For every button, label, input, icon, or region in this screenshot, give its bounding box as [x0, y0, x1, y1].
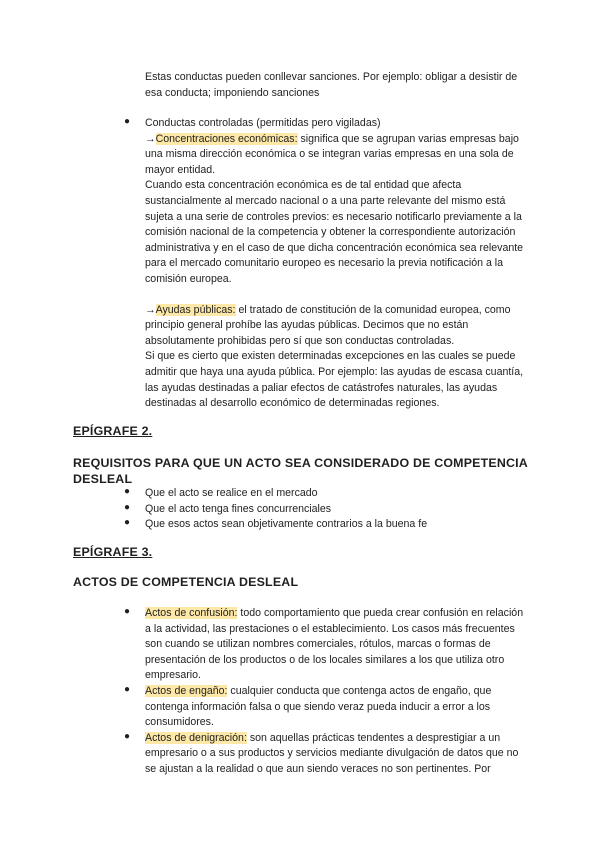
list-item [124, 730, 526, 778]
epigrafe-3-title: ACTOS DE COMPETENCIA DESLEAL [73, 575, 299, 589]
arrow-glyph-2: → [145, 303, 156, 316]
list-item [124, 683, 526, 731]
ayudas-text: el tratado de constitución de la comunidad europea, como principio general prohíbe las ayudas públicas. Decimos que no están absolutamente prohibidas pero sí que son conductas controladas. [145, 303, 511, 347]
concentraciones-paragraph [145, 132, 529, 179]
bullet-marker: ● [124, 606, 131, 617]
list-item-text [145, 684, 526, 731]
list-item-text: Que el acto tenga fines concurrenciales [145, 502, 332, 515]
bullet-marker: ● [124, 486, 131, 497]
ayudas-label: Ayudas públicas: [155, 303, 236, 316]
bullet-marker: ● [124, 730, 131, 742]
epigrafe-2-section [73, 424, 533, 487]
list-item [124, 517, 525, 533]
concentraciones-paragraph-2: Cuando esta concentración económica es de tal entidad que afecta sustancialmente al mercado nacional o a una parte relevante del mismo está sujeta a una serie de controles previos: es necesario notificarlo previamente a la comisión nacional de la competencia y obtener la correspondiente autorización administrativa y en el caso de que dicha concentración económica sea relevante para el mercado comunitario europeo es necesario la previa notificación a la comisión europea. [145, 179, 524, 285]
engano-text: cualquier conducta que contenga actos de engaño, que contenga información falsa o que siendo veraz pueda inducir a error a los consumidores. [145, 684, 492, 729]
arrow-glyph: → [145, 132, 156, 145]
concentraciones-text: significa que se agrupan varias empresas bajo una misma dirección económica o se integran varias empresas en una sola de mayor entidad. [145, 132, 519, 176]
list-item-text: Que esos actos sean objetivamente contrarios a la buena fe [145, 518, 428, 531]
confusion-text: todo comportamiento que pueda crear confusión en relación a la actividad, las prestaciones o el establecimiento. Los casos más frecuentes son cuando se utilizan nombres comerciales, rótulos, marcas o formas de presentación de los productos o de los locales similares a los que utiliza otro empresario. [145, 607, 524, 682]
denigracion-text: son aquellas prácticas tendentes a desprestigiar a un empresario o a sus productos y servicios mediante divulgación de datos que no se ajustan a la realidad o que aun siendo veraces no son pertinentes. Por [145, 731, 519, 775]
controladas-title: Conductas controladas (permitidas pero vigiladas) [145, 117, 381, 129]
bullet-marker: ● [124, 501, 131, 513]
epigrafe-2-list [124, 486, 525, 533]
bullet-marker: ● [124, 116, 131, 127]
list-item-text [145, 731, 526, 778]
bullet-marker: ● [124, 683, 131, 695]
epigrafe-3-label: EPÍGRAFE 3. [73, 545, 153, 559]
denigracion-label: Actos de denigración: [145, 731, 247, 744]
ayudas-paragraph [145, 303, 529, 350]
list-item-text [145, 606, 526, 684]
confusion-label: Actos de confusión: [145, 607, 238, 619]
intro-text: Estas conductas pueden conllevar sanciones. Por ejemplo: obligar a desistir de esa conducta; imponiendo sanciones [145, 71, 518, 99]
bullet-marker: ● [124, 517, 131, 529]
intro-paragraph [145, 70, 530, 101]
ayudas-paragraph-2: Si que es cierto que existen determinadas excepciones en las cuales se puede admitir que haya una ayuda pública. Por ejemplo: las ayudas de escasa cuantía, las ayudas destinadas a paliar efectos de catástrofes naturales, las ayudas destinadas al desarrollo económico de determinadas regiones. [145, 350, 524, 410]
concentraciones-label: Concentraciones económicas: [155, 132, 298, 145]
controladas-section [124, 116, 529, 412]
list-item [124, 606, 526, 684]
engano-label: Actos de engaño: [145, 684, 228, 697]
controladas-bullet-item [124, 116, 529, 132]
epigrafe-3-section [73, 545, 533, 589]
epigrafe-2-label: EPÍGRAFE 2. [73, 424, 153, 438]
list-item-text: Que el acto se realice en el mercado [145, 487, 318, 499]
epigrafe-2-title: REQUISITOS PARA QUE UN ACTO SEA CONSIDERADO DE COMPETENCIA DESLEAL [73, 456, 528, 486]
epigrafe-3-list [124, 606, 526, 778]
list-item [124, 486, 525, 502]
list-item [124, 501, 525, 518]
